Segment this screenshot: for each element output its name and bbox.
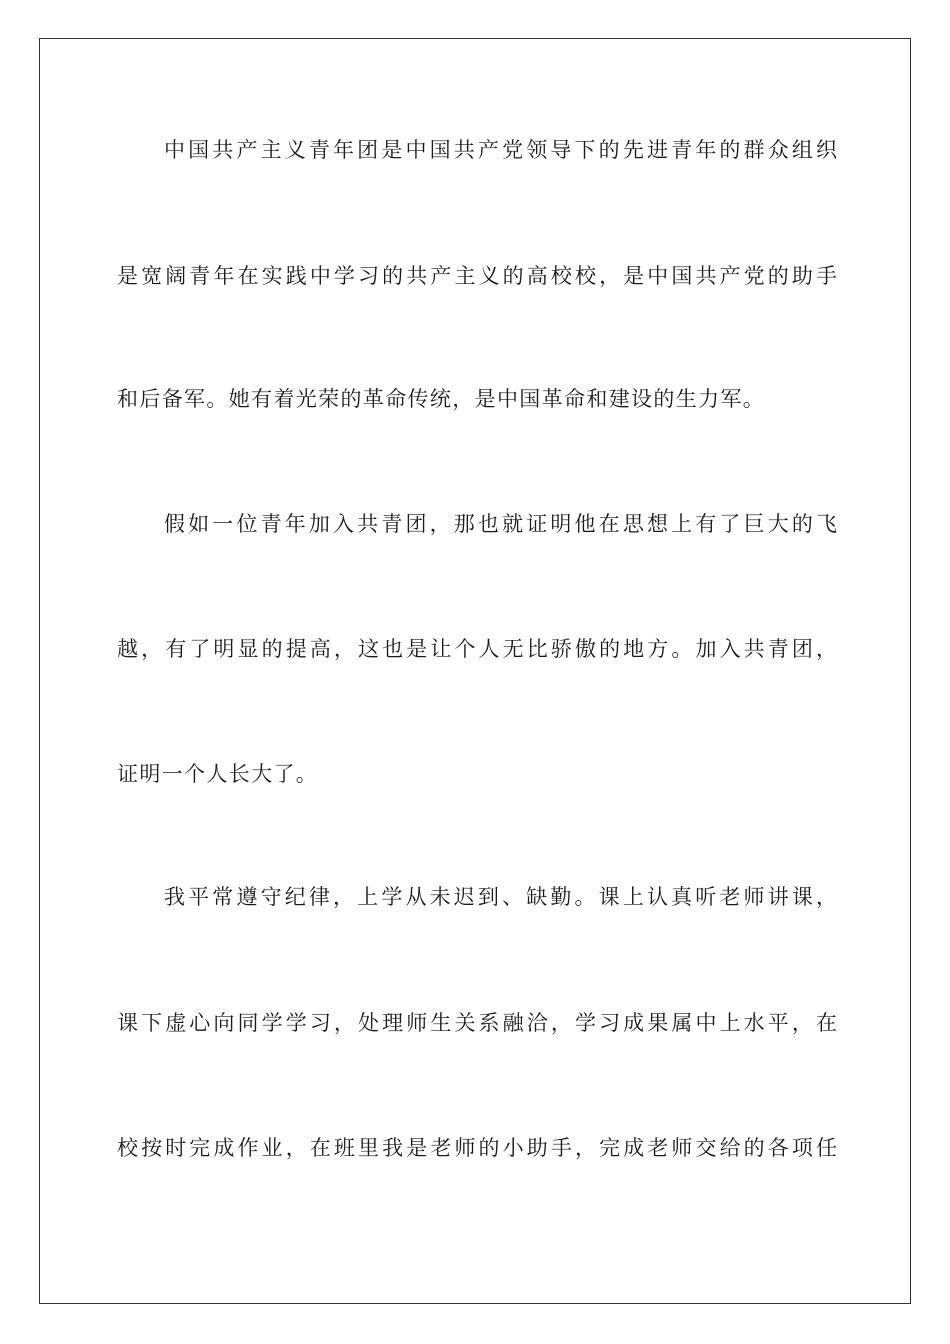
paragraph-1-line-1: 中国共产主义青年团是中国共产党领导下的先进青年的群众组织 — [164, 138, 837, 162]
page-border — [39, 38, 911, 1304]
paragraph-3-line-3: 校按时完成作业，在班里我是老师的小助手，完成老师交给的各项任 — [117, 1136, 837, 1160]
paragraph-3-line-2: 课下虚心向同学学习，处理师生关系融洽，学习成果属中上水平，在 — [117, 1011, 837, 1035]
paragraph-2-line-2: 越，有了明显的提高，这也是让个人无比骄傲的地方。加入共青团， — [117, 637, 837, 661]
paragraph-2-line-3: 证明一个人长大了。 — [117, 762, 319, 786]
paragraph-1-line-2: 是宽阔青年在实践中学习的共产主义的高校校，是中国共产党的助手 — [117, 264, 837, 288]
paragraph-1-line-3: 和后备军。她有着光荣的革命传统，是中国革命和建设的生力军。 — [117, 387, 766, 411]
paragraph-2-line-1: 假如一位青年加入共青团，那也就证明他在思想上有了巨大的飞 — [164, 512, 837, 536]
paragraph-3-line-1: 我平常遵守纪律，上学从未迟到、缺勤。课上认真听老师讲课， — [164, 885, 837, 909]
